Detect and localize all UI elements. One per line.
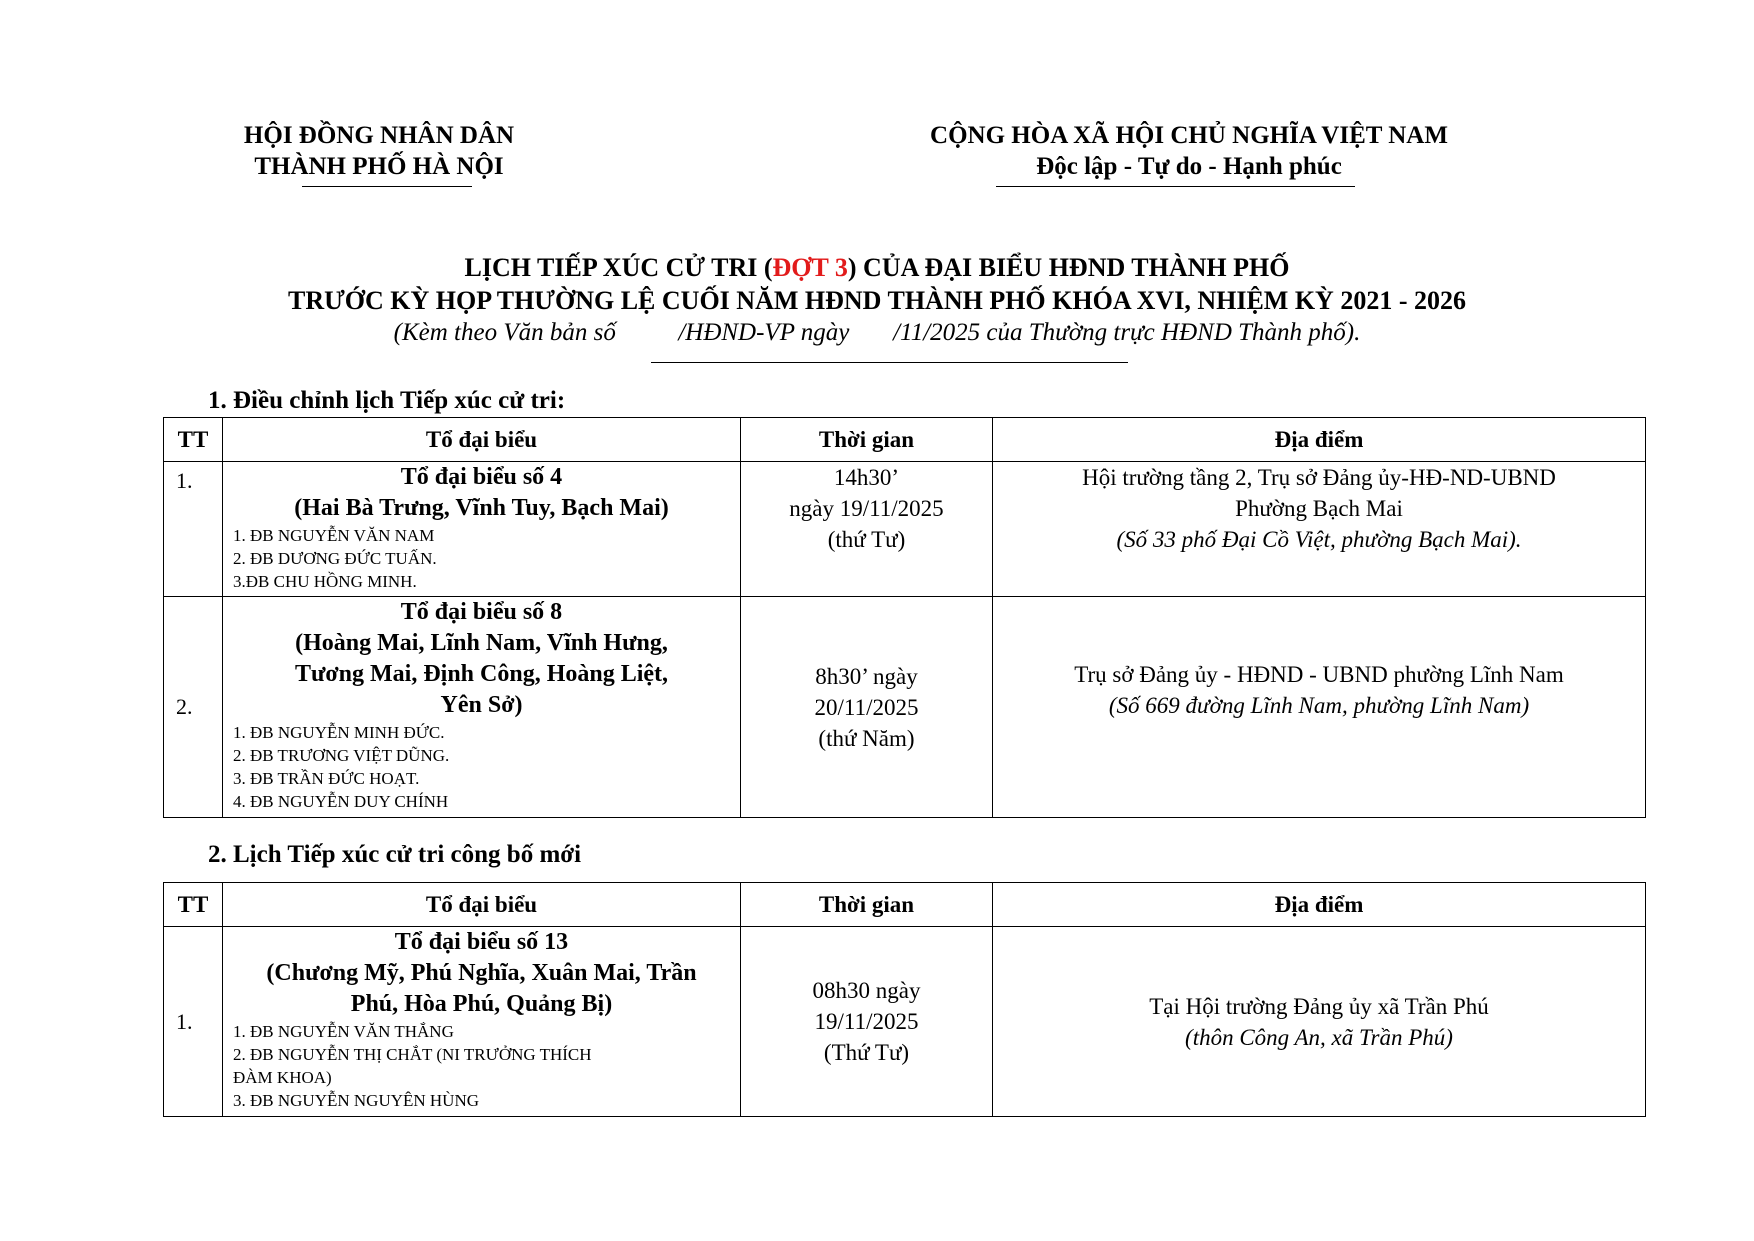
schedule-table-adjusted bbox=[163, 417, 1646, 818]
group-title: Tổ đại biểu số 8 bbox=[400, 599, 563, 625]
member: 4. ĐB NGUYỄN DUY CHÍNH bbox=[233, 792, 449, 811]
issuer-underline bbox=[302, 186, 472, 187]
place-address: (Số 669 đường Lĩnh Nam, phường Lĩnh Nam) bbox=[1108, 693, 1530, 718]
member: 2. ĐB NGUYỄN THỊ CHẮT (NI TRƯỞNG THÍCH bbox=[233, 1045, 592, 1064]
group-area-line: Yên Sở) bbox=[440, 692, 523, 718]
col-header-group: Tổ đại biểu bbox=[223, 883, 741, 927]
member: 2. ĐB DƯƠNG ĐỨC TUẤN. bbox=[233, 549, 437, 568]
table-header-row bbox=[164, 418, 1646, 462]
group-area-line: Phú, Hòa Phú, Quảng Bị) bbox=[350, 991, 613, 1017]
title-text-post: ) CỦA ĐẠI BIỂU HĐND THÀNH PHỐ bbox=[847, 253, 1290, 282]
place-cell bbox=[993, 462, 1646, 597]
member: 3. ĐB TRẦN ĐỨC HOẠT. bbox=[233, 769, 420, 788]
motto: Độc lập - Tự do - Hạnh phúc bbox=[1036, 153, 1342, 180]
country-name: CỘNG HÒA XÃ HỘI CHỦ NGHĨA VIỆT NAM bbox=[930, 122, 1448, 149]
time-line: 20/11/2025 bbox=[814, 694, 919, 720]
time-cell bbox=[741, 597, 993, 818]
place-line: Hội trường tầng 2, Trụ sở Đảng ủy-HĐ-ND-UBND bbox=[1082, 465, 1556, 490]
time-line: 14h30’ bbox=[833, 465, 900, 490]
row-number: 2. bbox=[164, 597, 223, 818]
member: ĐÀM KHOA) bbox=[233, 1068, 332, 1087]
place-cell bbox=[993, 597, 1646, 818]
member: 1. ĐB NGUYỄN MINH ĐỨC. bbox=[233, 723, 445, 742]
group-area-line: (Hoàng Mai, Lĩnh Nam, Vĩnh Hưng, bbox=[295, 630, 668, 656]
time-line: 08h30 ngày bbox=[812, 978, 921, 1003]
col-header-time: Thời gian bbox=[741, 883, 993, 927]
national-motto-block bbox=[868, 120, 1510, 182]
title-highlight: ĐỢT 3 bbox=[772, 253, 848, 282]
section2-title: 2. Lịch Tiếp xúc cử tri công bố mới bbox=[208, 841, 582, 868]
subtitle-underline bbox=[651, 362, 1128, 363]
schedule-table-new bbox=[163, 882, 1646, 1117]
place-cell bbox=[993, 927, 1646, 1117]
col-header-place: Địa điểm bbox=[993, 418, 1646, 462]
member: 3.ĐB CHU HỒNG MINH. bbox=[233, 572, 417, 591]
group-cell bbox=[223, 597, 741, 818]
group-title: Tổ đại biểu số 4 bbox=[400, 464, 563, 490]
place-line: Trụ sở Đảng ủy - HĐND - UBND phường Lĩnh Nam bbox=[1074, 662, 1564, 687]
time-line: 19/11/2025 bbox=[814, 1009, 919, 1034]
row-number: 1. bbox=[164, 462, 223, 597]
motto-underline bbox=[996, 186, 1355, 187]
member: 2. ĐB TRƯƠNG VIỆT DŨNG. bbox=[233, 746, 450, 765]
doc-title-line1 bbox=[0, 252, 1754, 283]
group-area: (Hai Bà Trưng, Vĩnh Tuy, Bạch Mai) bbox=[294, 495, 669, 521]
title-text-pre: LỊCH TIẾP XÚC CỬ TRI ( bbox=[464, 253, 773, 282]
member: 1. ĐB NGUYỄN VĂN THẮNG bbox=[233, 1022, 454, 1041]
time-line: (thứ Tư) bbox=[827, 527, 906, 552]
col-header-group: Tổ đại biểu bbox=[223, 418, 741, 462]
col-header-place: Địa điểm bbox=[993, 883, 1646, 927]
row-number: 1. bbox=[164, 927, 223, 1117]
member: 1. ĐB NGUYỄN VĂN NAM bbox=[233, 526, 435, 545]
time-line: (Thứ Tư) bbox=[823, 1040, 910, 1065]
place-address: (thôn Công An, xã Trần Phú) bbox=[1185, 1024, 1453, 1050]
doc-subtitle: (Kèm theo Văn bản số /HĐND-VP ngày /11/2025 của Thường trực HĐND Thành phố). bbox=[393, 319, 1361, 346]
table-row bbox=[164, 927, 1646, 1117]
place-address: (Số 33 phố Đại Cồ Việt, phường Bạch Mai). bbox=[1116, 527, 1522, 552]
table-header-row bbox=[164, 883, 1646, 927]
col-header-tt: TT bbox=[164, 883, 223, 927]
issuer-block bbox=[218, 120, 540, 182]
issuer-line2: THÀNH PHỐ HÀ NỘI bbox=[254, 153, 504, 180]
group-cell bbox=[223, 927, 741, 1117]
time-line: ngày 19/11/2025 bbox=[789, 496, 944, 521]
group-area-line: Tương Mai, Định Công, Hoàng Liệt, bbox=[294, 661, 669, 687]
group-title: Tổ đại biểu số 13 bbox=[394, 929, 569, 955]
time-cell bbox=[741, 927, 993, 1117]
member: 3. ĐB NGUYỄN NGUYÊN HÙNG bbox=[233, 1091, 480, 1110]
time-cell bbox=[741, 462, 993, 597]
col-header-tt: TT bbox=[164, 418, 223, 462]
col-header-time: Thời gian bbox=[741, 418, 993, 462]
table-row bbox=[164, 597, 1646, 818]
issuer-line1: HỘI ĐỒNG NHÂN DÂN bbox=[243, 122, 515, 149]
table-row bbox=[164, 462, 1646, 597]
place-line: Tại Hội trường Đảng ủy xã Trần Phú bbox=[1149, 993, 1489, 1019]
group-cell bbox=[223, 462, 741, 597]
section1-title: 1. Điều chỉnh lịch Tiếp xúc cử tri: bbox=[208, 387, 566, 414]
time-line: 8h30’ ngày bbox=[815, 663, 918, 689]
place-line: Phường Bạch Mai bbox=[1235, 496, 1403, 521]
time-line: (thứ Năm) bbox=[818, 725, 915, 751]
group-area-line: (Chương Mỹ, Phú Nghĩa, Xuân Mai, Trần bbox=[266, 960, 697, 986]
doc-title-line2: TRƯỚC KỲ HỌP THƯỜNG LỆ CUỐI NĂM HĐND THÀNH PHỐ KHÓA XVI, NHIỆM KỲ 2021 - 2026 bbox=[288, 286, 1466, 315]
